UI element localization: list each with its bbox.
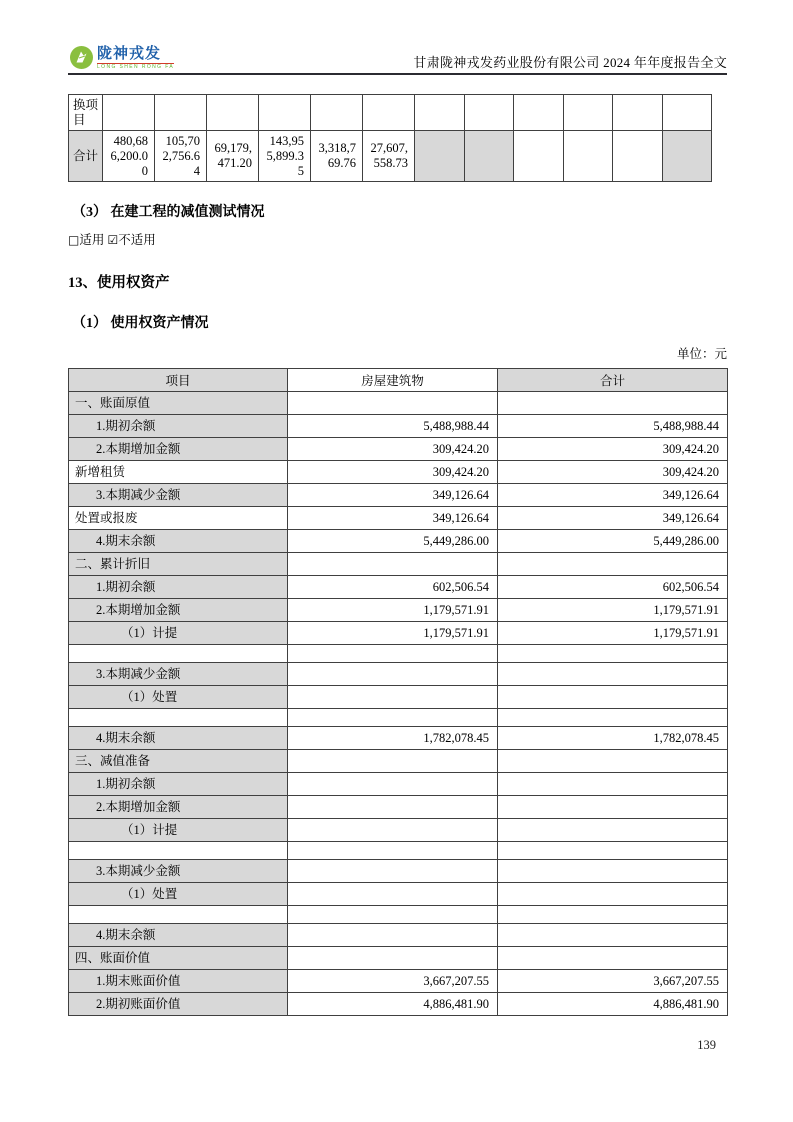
cell-buildings: 309,424.20 — [288, 438, 498, 461]
value-cell — [155, 95, 207, 131]
cell-buildings — [288, 819, 498, 842]
table-row — [69, 970, 728, 993]
cell-buildings: 4,886,481.90 — [288, 993, 498, 1016]
cell-total — [498, 860, 728, 883]
table-row — [69, 906, 728, 924]
cell-total: 602,506.54 — [498, 576, 728, 599]
cell-total — [498, 553, 728, 576]
table-row — [69, 924, 728, 947]
carryover-table-wrap — [68, 94, 712, 182]
cell-total: 3,667,207.55 — [498, 970, 728, 993]
cell-buildings: 1,179,571.91 — [288, 599, 498, 622]
cell-buildings — [288, 860, 498, 883]
table-row — [69, 947, 728, 970]
value-cell — [415, 95, 465, 131]
cell-total — [498, 819, 728, 842]
cell-total — [498, 773, 728, 796]
table-row — [69, 819, 728, 842]
row-label: 三、减值准备 — [69, 750, 288, 773]
header-total: 合计 — [498, 369, 728, 392]
cell-total: 1,179,571.91 — [498, 599, 728, 622]
cell-buildings — [288, 924, 498, 947]
cell-total: 309,424.20 — [498, 461, 728, 484]
cell-buildings: 5,449,286.00 — [288, 530, 498, 553]
table-row — [69, 530, 728, 553]
row-label — [69, 709, 288, 727]
carryover-table — [68, 94, 712, 182]
cell-total: 4,886,481.90 — [498, 993, 728, 1016]
row-label: 2.本期增加金额 — [69, 796, 288, 819]
cell-total — [498, 906, 728, 924]
value-cell — [464, 95, 514, 131]
row-label: （1）处置 — [69, 883, 288, 906]
value-cell — [613, 95, 663, 131]
row-label: 合计 — [69, 131, 103, 182]
table-row — [69, 709, 728, 727]
cell-buildings: 1,179,571.91 — [288, 622, 498, 645]
cell-buildings — [288, 709, 498, 727]
table-row — [69, 645, 728, 663]
table-row — [69, 484, 728, 507]
row-label: 2.本期增加金额 — [69, 599, 288, 622]
not-applicable-label: 不适用 — [118, 233, 156, 247]
cell-buildings — [288, 842, 498, 860]
cell-total — [498, 796, 728, 819]
row-label — [69, 842, 288, 860]
value-cell: 69,179,471.20 — [207, 131, 259, 182]
row-label: 1.期末账面价值 — [69, 970, 288, 993]
row-label: 4.期末余额 — [69, 727, 288, 750]
value-cell — [662, 95, 712, 131]
row-label: 1.期初余额 — [69, 576, 288, 599]
value-cell — [311, 95, 363, 131]
table-row — [69, 622, 728, 645]
cell-buildings — [288, 796, 498, 819]
value-cell — [464, 131, 514, 182]
cell-buildings — [288, 750, 498, 773]
row-label: （1）计提 — [69, 622, 288, 645]
table-row — [69, 993, 728, 1016]
applicable-label: 适用 — [79, 233, 105, 247]
value-cell: 3,318,769.76 — [311, 131, 363, 182]
cell-total: 309,424.20 — [498, 438, 728, 461]
cell-total — [498, 947, 728, 970]
table-row — [69, 576, 728, 599]
table-row — [69, 663, 728, 686]
table-row — [69, 750, 728, 773]
cell-buildings: 3,667,207.55 — [288, 970, 498, 993]
cell-buildings — [288, 553, 498, 576]
cell-total: 5,449,286.00 — [498, 530, 728, 553]
value-cell — [514, 131, 564, 182]
row-label: 2.期初账面价值 — [69, 993, 288, 1016]
cell-buildings — [288, 906, 498, 924]
table-row — [69, 883, 728, 906]
right-of-use-assets-table-wrap — [68, 368, 728, 1016]
table-row — [69, 842, 728, 860]
table-row — [69, 461, 728, 484]
section-13-1-heading: （1） 使用权资产情况 — [72, 316, 209, 331]
cell-total — [498, 924, 728, 947]
value-cell — [563, 131, 613, 182]
row-label: 3.本期减少金额 — [69, 484, 288, 507]
cell-buildings — [288, 663, 498, 686]
cell-total: 349,126.64 — [498, 507, 728, 530]
cell-total — [498, 709, 728, 727]
cell-buildings — [288, 947, 498, 970]
unit-label: 单位：元 — [676, 347, 727, 361]
table-row — [69, 392, 728, 415]
table-row — [69, 860, 728, 883]
cell-total: 5,488,988.44 — [498, 415, 728, 438]
table-row — [69, 415, 728, 438]
table-row — [69, 553, 728, 576]
cell-total — [498, 663, 728, 686]
row-label: 2.本期增加金额 — [69, 438, 288, 461]
value-cell — [103, 95, 155, 131]
row-label: 二、累计折旧 — [69, 553, 288, 576]
cell-buildings: 602,506.54 — [288, 576, 498, 599]
value-cell — [563, 95, 613, 131]
header-buildings: 房屋建筑物 — [288, 369, 498, 392]
cell-buildings: 5,488,988.44 — [288, 415, 498, 438]
cell-buildings: 349,126.64 — [288, 484, 498, 507]
logo-en-text: LONG SHEN RONG FA — [97, 64, 175, 70]
row-label: 四、账面价值 — [69, 947, 288, 970]
cell-buildings — [288, 773, 498, 796]
row-label: 4.期末余额 — [69, 530, 288, 553]
cell-buildings — [288, 392, 498, 415]
table-row — [69, 507, 728, 530]
value-cell: 143,955,899.35 — [259, 131, 311, 182]
cell-total — [498, 392, 728, 415]
page-number: 139 — [697, 1038, 716, 1052]
cell-buildings — [288, 686, 498, 709]
carryover-row — [69, 131, 712, 182]
value-cell — [415, 131, 465, 182]
value-cell: 105,702,756.64 — [155, 131, 207, 182]
cell-total — [498, 883, 728, 906]
table-row — [69, 727, 728, 750]
report-title: 甘肃陇神戎发药业股份有限公司 2024 年年度报告全文 — [413, 55, 727, 70]
carryover-row — [69, 95, 712, 131]
row-label: 新增租赁 — [69, 461, 288, 484]
row-label: 3.本期减少金额 — [69, 663, 288, 686]
row-label: （1）计提 — [69, 819, 288, 842]
checkbox-unchecked-icon: □ — [68, 233, 80, 247]
table-row — [69, 599, 728, 622]
value-cell — [363, 95, 415, 131]
row-label: 处置或报废 — [69, 507, 288, 530]
table-row — [69, 796, 728, 819]
cell-total: 1,782,078.45 — [498, 727, 728, 750]
row-label: （1）处置 — [69, 686, 288, 709]
value-cell — [662, 131, 712, 182]
value-cell — [613, 131, 663, 182]
cell-buildings: 1,782,078.45 — [288, 727, 498, 750]
applicability-line — [68, 230, 156, 248]
right-of-use-assets-table — [68, 368, 728, 1016]
header-rule — [68, 73, 727, 75]
row-label: 4.期末余额 — [69, 924, 288, 947]
cell-total: 1,179,571.91 — [498, 622, 728, 645]
section-13-heading: 13、使用权资产 — [68, 275, 170, 291]
row-label: 一、账面原值 — [69, 392, 288, 415]
row-label: 1.期初余额 — [69, 773, 288, 796]
cell-total: 349,126.64 — [498, 484, 728, 507]
table-row — [69, 438, 728, 461]
row-label — [69, 645, 288, 663]
value-cell — [514, 95, 564, 131]
table-header-row — [69, 369, 728, 392]
value-cell: 27,607,558.73 — [363, 131, 415, 182]
row-label — [69, 906, 288, 924]
table-row — [69, 686, 728, 709]
logo-cn-text: 陇神戎发 — [97, 45, 162, 62]
row-label: 1.期初余额 — [69, 415, 288, 438]
checkbox-checked-icon: ☑ — [107, 233, 119, 247]
cell-total — [498, 686, 728, 709]
table-row — [69, 773, 728, 796]
section-3-heading: （3） 在建工程的减值测试情况 — [72, 205, 265, 220]
row-label: 换项目 — [69, 95, 103, 131]
cell-buildings: 349,126.64 — [288, 507, 498, 530]
value-cell — [207, 95, 259, 131]
header-item: 项目 — [69, 369, 288, 392]
value-cell — [259, 95, 311, 131]
cell-buildings: 309,424.20 — [288, 461, 498, 484]
row-label: 3.本期减少金额 — [69, 860, 288, 883]
cell-buildings — [288, 645, 498, 663]
cell-total — [498, 750, 728, 773]
cell-total — [498, 645, 728, 663]
cell-total — [498, 842, 728, 860]
value-cell: 480,686,200.00 — [103, 131, 155, 182]
cell-buildings — [288, 883, 498, 906]
